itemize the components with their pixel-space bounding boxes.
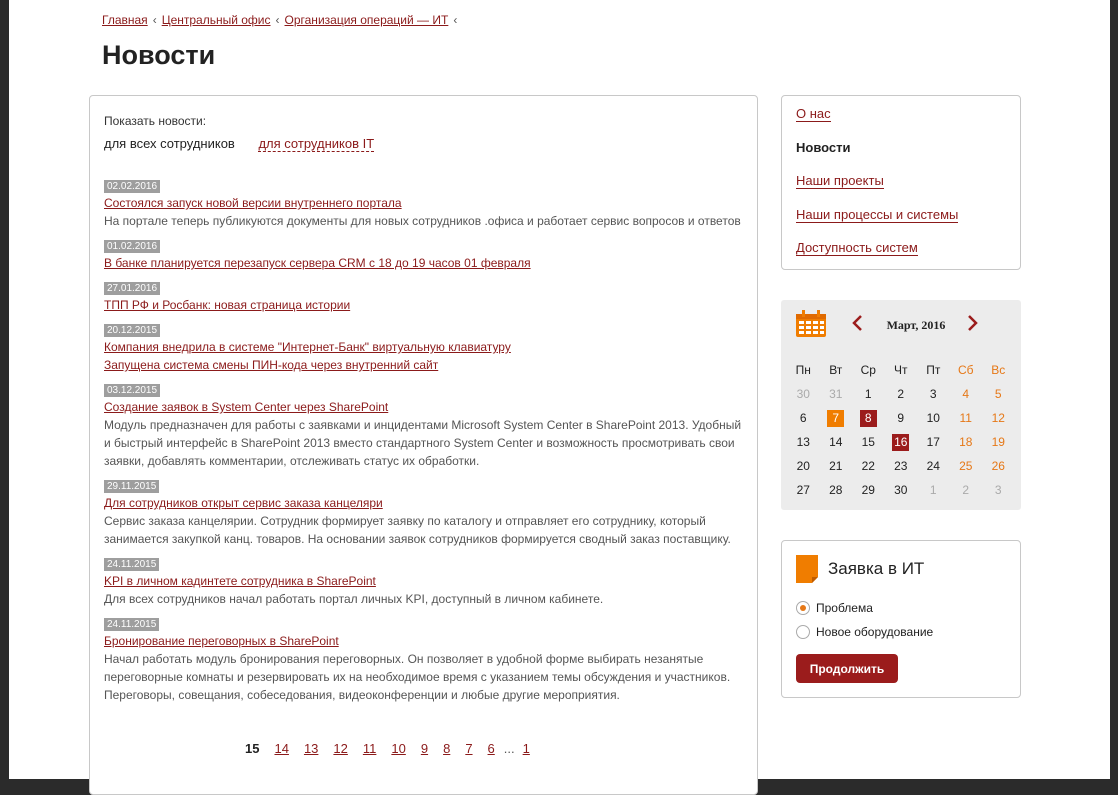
it-request-widget [781,540,1021,698]
news-description: Сервис заказа канцелярии. Сотрудник формирует заявку по каталогу и отправляет его сотруднику, который занимается закупкой канц. товаров. На основании заявок сотрудников формируется сводный заказ поставщику. [104,514,731,546]
calendar-day-number: 31 [829,387,843,401]
news-title-link[interactable]: Запущена система смены ПИН-кода через внутренний сайт [104,358,439,372]
breadcrumb-link[interactable]: Организация операций — ИТ [284,13,449,27]
calendar-grid [787,360,1015,500]
calendar-day[interactable] [885,432,918,452]
news-title-link[interactable]: Компания внедрила в системе "Интернет-Банк" виртуальную клавиатуру [104,340,511,354]
option-new-hardware[interactable] [796,625,933,639]
calendar-day-number: 30 [894,483,908,497]
calendar-day[interactable] [982,456,1015,476]
continue-button[interactable]: Продолжить [796,654,898,683]
news-description: Начал работать модуль бронирования переговорных. Он позволяет в удобной форме выбирать незанятые переговорные комнаты и резервировать их на необходимое время с указанием темы обсуждения и участников. Переговоры, совещания, собеседования, видеоконференции и любые другие мероприятия. [104,652,731,702]
news-date: 27.01.2016 [104,282,160,295]
side-nav-item-label: Наши процессы и системы [796,206,959,222]
weekday-header: Вт [829,363,843,377]
news-list [104,176,749,710]
news-title-link[interactable]: В банке планируется перезапуск сервера CRM с 18 до 19 часов 01 февраля [104,256,531,270]
page-title: Новости [102,40,216,70]
news-group [104,236,749,272]
filter-label: Показать новости: [104,114,207,128]
news-group [104,380,749,470]
calendar-day-number: 15 [861,435,875,449]
calendar-day[interactable] [982,408,1015,428]
calendar-day-number: 12 [991,411,1005,425]
page-link[interactable]: 13 [303,741,319,756]
page-link[interactable]: 7 [465,741,473,756]
calendar-day-number: 4 [962,387,970,401]
breadcrumb-separator: ‹ [275,13,280,27]
calendar-day[interactable] [885,384,918,404]
news-title-link[interactable]: KPI в личном кадинтете сотрудника в SharePoint [104,574,376,588]
calendar-day[interactable] [917,456,950,476]
calendar-day[interactable] [820,432,853,452]
calendar-day-number: 1 [864,387,872,401]
calendar-day[interactable] [917,384,950,404]
page-ellipsis: ... [503,741,515,756]
side-nav-item[interactable] [796,240,1006,274]
calendar-day-number: 27 [796,483,810,497]
calendar-day[interactable] [982,432,1015,452]
calendar-day-number: 11 [959,411,972,425]
filter-it-employees[interactable]: для сотрудников IT [258,136,375,151]
news-date: 01.02.2016 [104,240,160,253]
chevron-left-icon[interactable] [851,314,865,332]
calendar-day-number: 21 [829,459,843,473]
calendar-day[interactable] [787,432,820,452]
calendar-day-number: 24 [926,459,940,473]
calendar-day-number: 17 [926,435,940,449]
calendar-day[interactable] [820,384,853,404]
calendar-day-number: 2 [897,387,905,401]
page-link[interactable]: 11 [362,741,377,756]
breadcrumb-separator: ‹ [453,13,458,27]
weekday-header: Пн [795,363,811,377]
news-description: Для всех сотрудников начал работать портал личных KPI, доступный в личном кабинете. [104,592,604,606]
calendar-day-number: 9 [897,411,905,425]
news-group [104,554,749,608]
calendar-day-number: 1 [929,483,937,497]
calendar [781,300,1021,510]
page-current: 15 [245,741,260,756]
side-nav-item[interactable] [796,173,1006,207]
news-group [104,176,749,230]
side-nav-item-label: Новости [796,139,851,155]
weekday-header: Сб [957,363,974,377]
filter-all-employees[interactable]: для всех сотрудников [104,136,235,151]
breadcrumb-separator: ‹ [152,13,157,27]
calendar-day-number: 2 [962,483,970,497]
news-title-link[interactable]: Для сотрудников открыт сервис заказа канцеляри [104,496,383,510]
calendar-day-number: 3 [929,387,937,401]
news-group [104,614,749,704]
calendar-day[interactable] [982,480,1015,500]
weekday-header: Вс [991,363,1006,377]
calendar-day[interactable] [852,456,885,476]
option-problem[interactable] [796,601,873,615]
calendar-day[interactable] [787,408,820,428]
calendar-day-number: 5 [994,387,1002,401]
calendar-day[interactable] [820,408,853,428]
news-title-link[interactable]: Бронирование переговорных в SharePoint [104,634,339,648]
calendar-day-number: 25 [959,459,973,473]
calendar-day[interactable] [917,480,950,500]
breadcrumb [102,13,462,27]
calendar-day-number: 28 [829,483,843,497]
option-problem-label: Проблема [816,601,873,615]
news-group [104,278,749,314]
calendar-day[interactable] [950,432,983,452]
news-date: 03.12.2015 [104,384,160,397]
calendar-day[interactable] [852,384,885,404]
chevron-right-icon[interactable] [965,314,979,332]
news-title-link[interactable]: ТПП РФ и Росбанк: новая страница истории [104,298,351,312]
calendar-day[interactable] [950,408,983,428]
calendar-day-number: 30 [796,387,810,401]
calendar-day[interactable] [787,384,820,404]
news-date: 02.02.2016 [104,180,160,193]
side-nav-item-label: О нас [796,106,831,121]
calendar-day[interactable] [917,408,950,428]
news-filter [104,136,374,151]
calendar-day[interactable] [885,456,918,476]
calendar-day-number: 10 [926,411,940,425]
page [9,0,1110,779]
calendar-day-number: 22 [861,459,875,473]
calendar-day[interactable] [852,432,885,452]
news-group [104,476,749,548]
page-link[interactable]: 12 [333,741,348,756]
calendar-day[interactable] [820,480,853,500]
news-description: Модуль предназначен для работы с заявками и инцидентами Microsoft System Center в SharePoint 2013. Удобный и быстрый интерфейс в SharePoint 2013 вместо стандартного System Center и возможность просмотривать свои заявки, добавлять комментарии, отслеживать статус их обработки. [104,418,742,468]
calendar-day-number: 19 [991,435,1005,449]
breadcrumb-link[interactable]: Главная [102,13,148,27]
news-description: На портале теперь публикуются документы для новых сотрудников .офиса и работает сервис вопросов и ответов [104,214,741,228]
weekday-header: Чт [894,363,908,377]
weekday-header: Ср [860,363,876,377]
calendar-day[interactable] [950,480,983,500]
page-link[interactable]: 8 [443,741,451,756]
option-new-hardware-label: Новое оборудование [816,625,934,639]
calendar-day[interactable] [917,432,950,452]
calendar-day[interactable] [787,456,820,476]
page-link[interactable]: 10 [391,741,406,756]
calendar-icon [795,310,827,338]
news-title-link[interactable]: Создание заявок в System Center через SharePoint [104,400,389,414]
side-nav-item-label: Доступность систем [796,240,918,255]
calendar-day-number: 3 [994,483,1002,497]
page-link-last[interactable]: 1 [522,741,530,756]
page-link[interactable]: 9 [420,741,429,756]
calendar-day-number: 26 [991,459,1005,473]
calendar-month: Март, 2016 [886,318,946,332]
calendar-day[interactable] [787,480,820,500]
it-request-title: Заявка в ИТ [828,559,925,578]
calendar-day[interactable] [852,408,885,428]
news-panel [89,95,758,795]
radio-problem[interactable] [796,601,810,615]
calendar-day-number: 23 [894,459,908,473]
news-date: 24.11.2015 [104,618,159,631]
document-icon [796,555,818,583]
calendar-day[interactable] [950,384,983,404]
calendar-day[interactable] [852,480,885,500]
calendar-day[interactable] [950,456,983,476]
side-nav-item [796,140,1006,174]
side-nav-item[interactable] [796,207,1006,241]
calendar-day[interactable] [885,480,918,500]
calendar-day-number: 8 [860,410,877,427]
calendar-day-number: 13 [796,435,810,449]
calendar-day-number: 6 [799,411,807,425]
calendar-day[interactable] [885,408,918,428]
news-title-link[interactable]: Состоялся запуск новой версии внутреннего портала [104,196,402,210]
weekday-header: Пт [926,363,941,377]
breadcrumb-link[interactable]: Центральный офис [161,13,271,27]
calendar-day-number: 29 [861,483,875,497]
side-nav-item[interactable] [796,106,1006,140]
side-nav [781,95,1021,270]
calendar-day-number: 7 [827,410,844,427]
calendar-day-number: 18 [959,435,973,449]
calendar-day[interactable] [820,456,853,476]
calendar-day-number: 20 [796,459,810,473]
pagination [245,741,545,756]
page-link[interactable]: 14 [274,741,289,756]
calendar-day-number: 16 [894,435,908,449]
news-date: 20.12.2015 [104,324,160,337]
radio-new-hardware[interactable] [796,625,810,639]
calendar-day[interactable] [982,384,1015,404]
calendar-day-number: 14 [829,435,843,449]
news-date: 29.11.2015 [104,480,159,493]
side-nav-item-label: Наши проекты [796,173,884,188]
news-date: 24.11.2015 [104,558,159,571]
news-group [104,320,749,374]
page-link[interactable]: 6 [487,741,495,756]
